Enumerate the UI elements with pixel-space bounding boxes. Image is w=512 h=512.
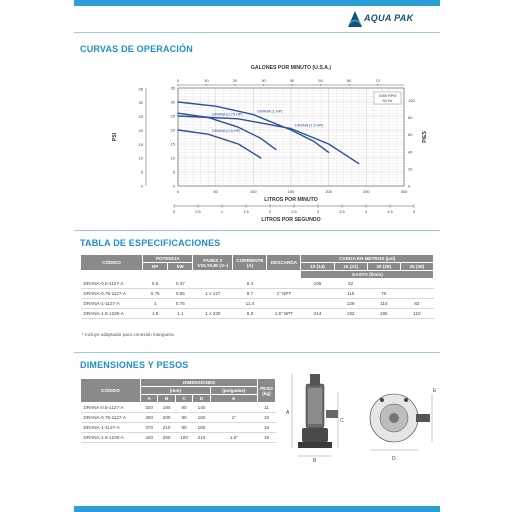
series-label: DRANA (1.5 HP)	[295, 123, 324, 128]
dim-header-col: B	[158, 395, 175, 403]
top-tick-label: 10	[204, 78, 209, 83]
lps-tick-label: 1.5	[243, 209, 249, 214]
psi-tick-label: 25	[138, 114, 143, 120]
ft-tick-label: 100	[408, 98, 415, 104]
dim-header-mm: (mm)	[141, 387, 211, 395]
dim-label-c: C	[340, 418, 344, 424]
lps-tick-label: 0	[172, 209, 176, 214]
spec-header-discharge: DESCARGA	[267, 255, 301, 271]
dim-cell-c: 90	[175, 423, 192, 433]
spec-header-head-col: 15 (21)	[334, 263, 367, 271]
ft-tick-label: 80	[408, 115, 413, 121]
x-tick-label: 0	[176, 189, 180, 194]
spec-header-head-col: 10 (14)	[301, 263, 334, 271]
top-tick-label: 40	[289, 78, 295, 83]
dim-cell-a: 350	[141, 413, 158, 423]
psi-tick-label: 5	[140, 169, 143, 175]
spec-note: * Incluye adaptador para conexión manguera.	[82, 332, 175, 337]
table-row	[81, 403, 276, 413]
spec-header-flow: GASTO (l/min)	[301, 271, 434, 279]
ft-tick-label: 0	[408, 183, 411, 189]
spec-cell-phase: 1 x 230	[193, 309, 233, 319]
bottom-accent-bar	[74, 506, 440, 512]
spec-cell-phase	[193, 279, 233, 289]
table-row	[81, 279, 434, 289]
dim-cell-code: DRANA-0.5-1127-A	[81, 403, 141, 413]
pump-top-view	[370, 394, 432, 450]
dim-header-col: E	[210, 395, 257, 403]
spec-header-phase: FASES X VOLTAJE (V~)	[193, 255, 233, 271]
lps-tick-label: 5	[412, 209, 416, 214]
y-tick-label: 10	[170, 155, 175, 161]
lps-tick-label: 4	[364, 209, 368, 214]
series-label: DRANA (1 HP)	[257, 109, 283, 114]
dim-cell-code: DRANA-1.5-1230-A	[81, 433, 141, 443]
spec-cell-hp: 0.5	[143, 279, 168, 289]
dimensions-table	[80, 378, 276, 443]
spec-cell-hp: 0.75	[143, 289, 168, 299]
spec-cell-flow	[367, 279, 400, 289]
spec-cell-flow: 52	[334, 279, 367, 289]
table-row	[81, 433, 276, 443]
lps-tick-label: 4.5	[387, 209, 393, 214]
section-divider-1	[74, 230, 440, 231]
psi-tick-label: 35	[138, 86, 143, 92]
x-tick-label: 50	[213, 189, 218, 194]
dim-header-col: A	[141, 395, 158, 403]
dim-cell-code: DRANA-0.75-1127-A	[81, 413, 141, 423]
dim-cell-a: 320	[141, 403, 158, 413]
dim-cell-weight: 19	[258, 433, 276, 443]
x-axis-label: LITROS POR MINUTO	[264, 197, 318, 203]
ft-axis-label: PIES	[422, 131, 428, 143]
spec-cell-discharge	[267, 299, 301, 309]
dim-cell-c: 90	[175, 403, 192, 413]
spec-cell-phase: 1 x 127	[193, 289, 233, 299]
lps-tick-label: 3	[316, 209, 320, 214]
y-tick-label: 15	[170, 141, 175, 147]
table-row	[81, 309, 434, 319]
dim-header-code: CÓDIGO	[81, 379, 141, 403]
spec-cell-discharge: 1.5" NPT	[267, 309, 301, 319]
spec-cell-flow: 110	[367, 299, 400, 309]
dim-cell-e: 1"	[210, 413, 257, 423]
top-accent-bar	[74, 0, 440, 6]
spec-cell-code: DRANA-1.5-1230-A	[81, 309, 143, 319]
table-row	[81, 289, 434, 299]
spec-header-head-col: 20 (28)	[367, 263, 400, 271]
spec-cell-current: 6.4	[233, 279, 267, 289]
spec-cell-flow	[301, 299, 334, 309]
dim-cell-e	[210, 423, 257, 433]
spec-cell-flow	[400, 279, 433, 289]
pump-drawings	[280, 370, 438, 470]
dim-cell-d: 160	[193, 413, 210, 423]
spec-cell-flow: 105	[301, 279, 334, 289]
spec-header-kw: kW	[168, 263, 193, 271]
datasheet-page	[74, 0, 440, 512]
dim-cell-d: 140	[193, 403, 210, 413]
dim-cell-b: 210	[158, 423, 175, 433]
spec-cell-kw: 0.75	[168, 299, 193, 309]
dim-cell-d: 160	[193, 423, 210, 433]
top-tick-label: 20	[232, 78, 238, 83]
spec-cell-kw: 0.55	[168, 289, 193, 299]
spec-cell-kw: 1.1	[168, 309, 193, 319]
dim-cell-weight: 15	[258, 413, 276, 423]
top-tick-label: 30	[261, 78, 266, 83]
spec-cell-flow: 185	[367, 309, 400, 319]
section-title-dims: DIMENSIONES Y PESOS	[80, 360, 189, 370]
chart-title: GALONES POR MINUTO (U.S.A.)	[250, 65, 332, 71]
spec-cell-flow: 110	[400, 309, 433, 319]
logo-mark-icon	[346, 9, 364, 29]
y-tick-label: 5	[172, 169, 175, 175]
lps-tick-label: 0.5	[195, 209, 201, 214]
psi-axis-label: PSI	[112, 132, 118, 142]
psi-tick-label: 20	[138, 127, 143, 133]
pump-side-view	[292, 374, 338, 456]
spec-cell-flow	[400, 289, 433, 299]
spec-cell-phase	[193, 299, 233, 309]
spec-cell-kw: 0.37	[168, 279, 193, 289]
spec-cell-flow: 82	[400, 299, 433, 309]
dim-cell-e: 1.5"	[210, 433, 257, 443]
ft-tick-label: 60	[408, 132, 413, 138]
dim-label-e: E	[433, 388, 437, 394]
psi-tick-label: 10	[138, 155, 143, 161]
x-tick-label: 150	[287, 189, 295, 194]
dim-cell-a: 420	[141, 433, 158, 443]
spec-cell-code: DRANA-0.5-1127-A	[81, 279, 143, 289]
spec-table	[80, 254, 434, 319]
lps-tick-label: 2	[268, 209, 272, 214]
y-tick-label: 0	[172, 183, 175, 189]
dim-cell-c: 100	[175, 433, 192, 443]
dim-header-inches: (pulgadas)	[210, 387, 257, 395]
y-tick-label: 25	[170, 113, 175, 119]
dim-cell-weight: 18	[258, 423, 276, 433]
section-title-specs: TABLA DE ESPECIFICACIONES	[80, 238, 221, 248]
x-tick-label: 100	[249, 189, 257, 194]
dim-header-dims: DIMENSIONES	[141, 379, 258, 387]
psi-tick-label: 15	[138, 141, 143, 147]
spec-header-hp: HP	[143, 263, 168, 271]
psi-tick-label: 30	[138, 100, 143, 106]
spec-cell-code: DRANA-0.75-1127-A	[81, 289, 143, 299]
dim-header-col: C	[175, 395, 192, 403]
spec-cell-hp: 1	[143, 299, 168, 309]
spec-header-code: CÓDIGO	[81, 255, 143, 271]
lps-tick-label: 3.5	[339, 209, 345, 214]
dim-label-a: A	[286, 410, 290, 416]
performance-chart-svg	[104, 62, 434, 222]
dim-cell-a: 370	[141, 423, 158, 433]
y-tick-label: 35	[170, 85, 175, 91]
spec-cell-flow: 192	[334, 309, 367, 319]
spec-cell-flow: 70	[367, 289, 400, 299]
psi-tick-label: 0	[140, 183, 143, 189]
x-tick-label: 200	[325, 189, 333, 194]
dim-cell-b: 190	[158, 403, 175, 413]
top-tick-label: 60	[346, 78, 352, 83]
spec-cell-discharge: 1" NPT	[267, 289, 301, 299]
spec-cell-flow: 115	[334, 289, 367, 299]
spec-cell-flow	[301, 289, 334, 299]
top-tick-label: 70	[375, 78, 380, 83]
dim-header-weight: PESO (kg)	[258, 379, 276, 403]
spec-cell-current: 8.7	[233, 289, 267, 299]
table-row	[81, 413, 276, 423]
top-tick-label: 0	[176, 78, 180, 83]
logo-text: AQUA PAK	[364, 13, 414, 23]
spec-cell-code: DRANA-1-1127-A	[81, 299, 143, 309]
dim-cell-b: 200	[158, 413, 175, 423]
dim-cell-code: DRANA-1-1127-A	[81, 423, 141, 433]
lps-tick-label: 1	[220, 209, 224, 214]
spec-cell-flow: 129	[334, 299, 367, 309]
spec-header-head: CARGA EN METROS (psi)	[301, 255, 434, 263]
ft-tick-label: 40	[408, 149, 413, 155]
top-tick-label: 50	[318, 78, 323, 83]
spec-cell-current: 11.4	[233, 299, 267, 309]
table-row	[81, 299, 434, 309]
spec-cell-hp: 1.5	[143, 309, 168, 319]
rpm-note-text: 3450 RPM	[378, 94, 397, 98]
dim-cell-b: 260	[158, 433, 175, 443]
y-tick-label: 30	[170, 99, 175, 105]
spec-cell-flow: 214	[301, 309, 334, 319]
performance-chart	[104, 62, 434, 222]
spec-cell-discharge	[267, 279, 301, 289]
dim-cell-e	[210, 403, 257, 413]
brand-logo	[346, 9, 438, 29]
dim-label-b: B	[313, 458, 317, 464]
y-tick-label: 20	[170, 127, 175, 133]
lps-tick-label: 2.5	[291, 209, 297, 214]
dim-label-d: D	[392, 456, 396, 462]
dim-cell-weight: 11	[258, 403, 276, 413]
rpm-note-text: 60 Hz	[382, 99, 393, 103]
series-label: DRANA (0.75 HP)	[212, 112, 243, 117]
spec-header-current: CORRIENTE (A)	[233, 255, 267, 271]
pump-drawing-svg	[280, 370, 438, 470]
x-tick-label: 300	[400, 189, 408, 194]
spec-header-power: POTENCIA	[143, 255, 193, 263]
spec-header-head-col: 25 (36)	[400, 263, 433, 271]
section-title-curves: CURVAS DE OPERACIÓN	[80, 44, 193, 54]
ft-tick-label: 20	[408, 166, 413, 172]
header-divider	[74, 32, 440, 33]
dim-cell-d: 210	[193, 433, 210, 443]
section-divider-2	[74, 352, 440, 353]
spec-cell-current: 8.8	[233, 309, 267, 319]
table-row	[81, 423, 276, 433]
dim-cell-c: 90	[175, 413, 192, 423]
lps-axis-label: LITROS POR SEGUNDO	[261, 217, 321, 222]
x-tick-label: 250	[362, 189, 370, 194]
dim-header-col: D	[193, 395, 210, 403]
series-label: DRANA (0.5 HP)	[212, 129, 241, 134]
